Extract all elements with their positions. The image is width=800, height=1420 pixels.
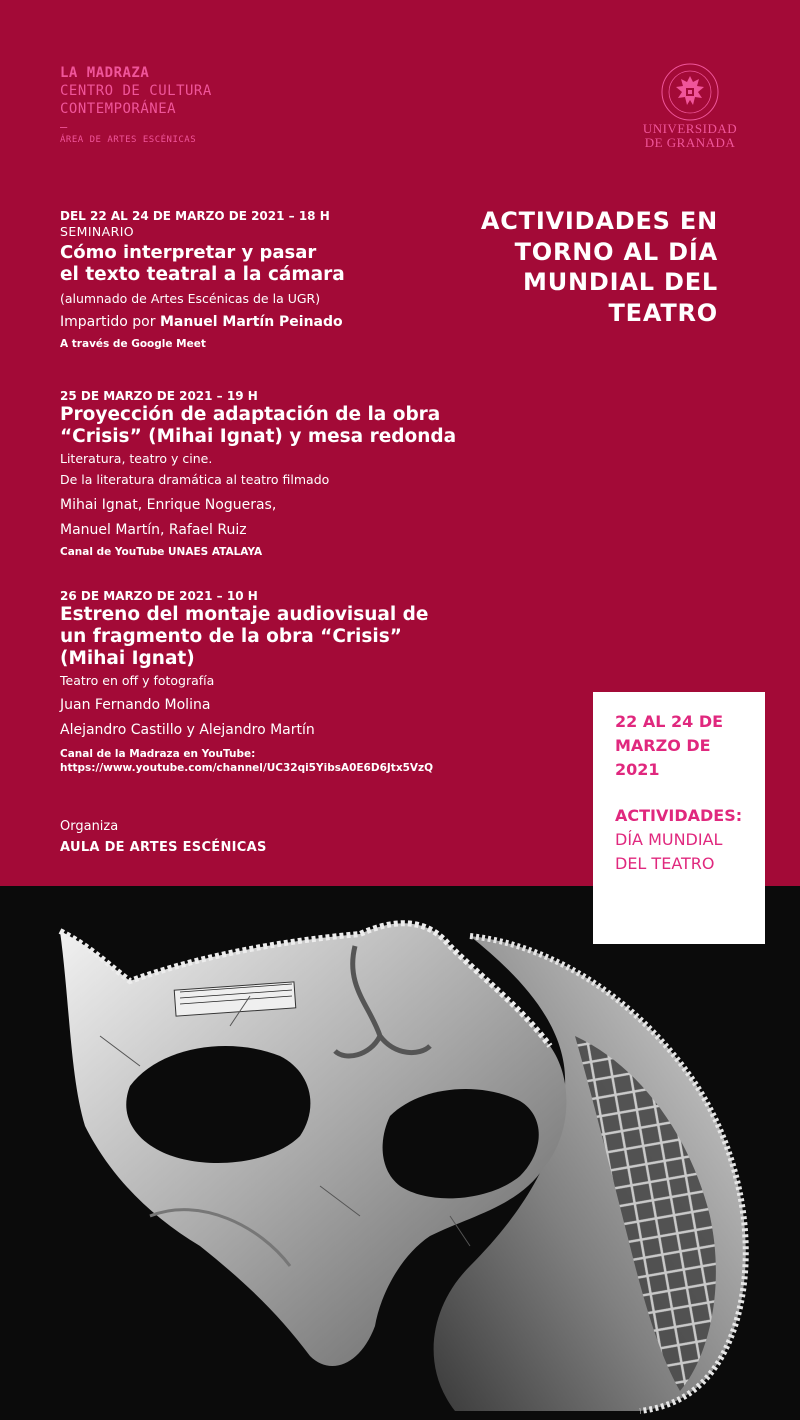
university-name-line1: UNIVERSIDAD <box>642 121 738 136</box>
organizer <box>60 818 267 858</box>
event-seminar <box>60 208 500 351</box>
datebox-date-line: 2021 <box>615 760 660 779</box>
madraza-subtitle-1: CENTRO DE CULTURA <box>60 83 212 99</box>
datebox-sub-line: DÍA MUNDIAL <box>615 830 723 849</box>
photo-panel <box>0 886 800 1420</box>
organizer-name: AULA DE ARTES ESCÉNICAS <box>60 840 267 855</box>
university-name-line2: DE GRANADA <box>644 135 736 150</box>
madraza-subtitle-2: CONTEMPORÁNEA <box>60 101 177 117</box>
headline-line: TORNO AL DÍA <box>514 237 718 266</box>
event-participants-line: Mihai Ignat, Enrique Nogueras, <box>60 497 277 513</box>
event-platform-label: Canal de la Madraza en YouTube: <box>60 748 256 760</box>
event-title-line: “Crisis” (Mihai Ignat) y mesa redonda <box>60 426 457 447</box>
event-participants-line: Alejandro Castillo y Alejandro Martín <box>60 722 315 738</box>
event-instructor-name: Manuel Martín Peinado <box>159 314 343 330</box>
event-subtitle-line: De la literatura dramática al teatro filmado <box>60 472 330 487</box>
datebox-date-line: MARZO DE <box>615 736 711 755</box>
event-kind: SEMINARIO <box>60 224 135 239</box>
datebox-activities-label: ACTIVIDADES: <box>615 806 743 825</box>
event-date: 26 DE MARZO DE 2021 – 10 H <box>60 589 258 603</box>
event-instructor-prefix: Impartido por <box>60 314 160 330</box>
event-participants-line: Manuel Martín, Rafael Ruiz <box>60 522 247 538</box>
event-date: 25 DE MARZO DE 2021 – 19 H <box>60 389 258 403</box>
event-detail: (alumnado de Artes Escénicas de la UGR) <box>60 291 321 306</box>
event-title-line: Cómo interpretar y pasar <box>60 242 317 263</box>
event-title-line: Proyección de adaptación de la obra <box>60 404 441 425</box>
event-title-line: (Mihai Ignat) <box>60 648 195 669</box>
headline-line: ACTIVIDADES EN <box>480 207 718 235</box>
event-date: DEL 22 AL 24 DE MARZO DE 2021 – 18 H <box>60 209 330 223</box>
event-title-line: Estreno del montaje audiovisual de <box>60 604 429 625</box>
datebox-date-line: 22 AL 24 DE <box>615 712 724 731</box>
event-title-line: el texto teatral a la cámara <box>60 264 345 285</box>
organizer-label: Organiza <box>60 819 119 834</box>
event-premiere <box>60 588 500 775</box>
headline-line: MUNDIAL DEL <box>523 268 718 296</box>
madraza-name: LA MADRAZA <box>60 65 150 81</box>
event-participants-line: Juan Fernando Molina <box>60 697 211 713</box>
university-seal-icon <box>660 62 720 122</box>
event-subtitle-line: Teatro en off y fotografía <box>60 673 215 688</box>
event-platform-link[interactable]: https://www.youtube.com/channel/UC32qi5YibsA0E6D6Jtx5VzQ <box>60 762 434 774</box>
event-subtitle-line: Literatura, teatro y cine. <box>60 451 213 466</box>
event-instructor <box>60 310 500 335</box>
madraza-logo <box>60 64 212 146</box>
event-title-line: un fragmento de la obra “Crisis” <box>60 626 402 647</box>
datebox-sub-line: DEL TEATRO <box>615 854 715 873</box>
headline-line: TEATRO <box>608 298 718 327</box>
university-logo <box>630 62 750 150</box>
madraza-dash: – <box>60 120 68 134</box>
event-platform: A través de Google Meet <box>60 338 206 350</box>
madraza-area: ÁREA DE ARTES ESCÉNICAS <box>60 135 197 145</box>
event-platform: Canal de YouTube UNAES ATALAYA <box>60 546 263 558</box>
date-box <box>593 692 765 944</box>
carnival-masks-illustration <box>0 886 800 1420</box>
event-screening <box>60 388 500 559</box>
